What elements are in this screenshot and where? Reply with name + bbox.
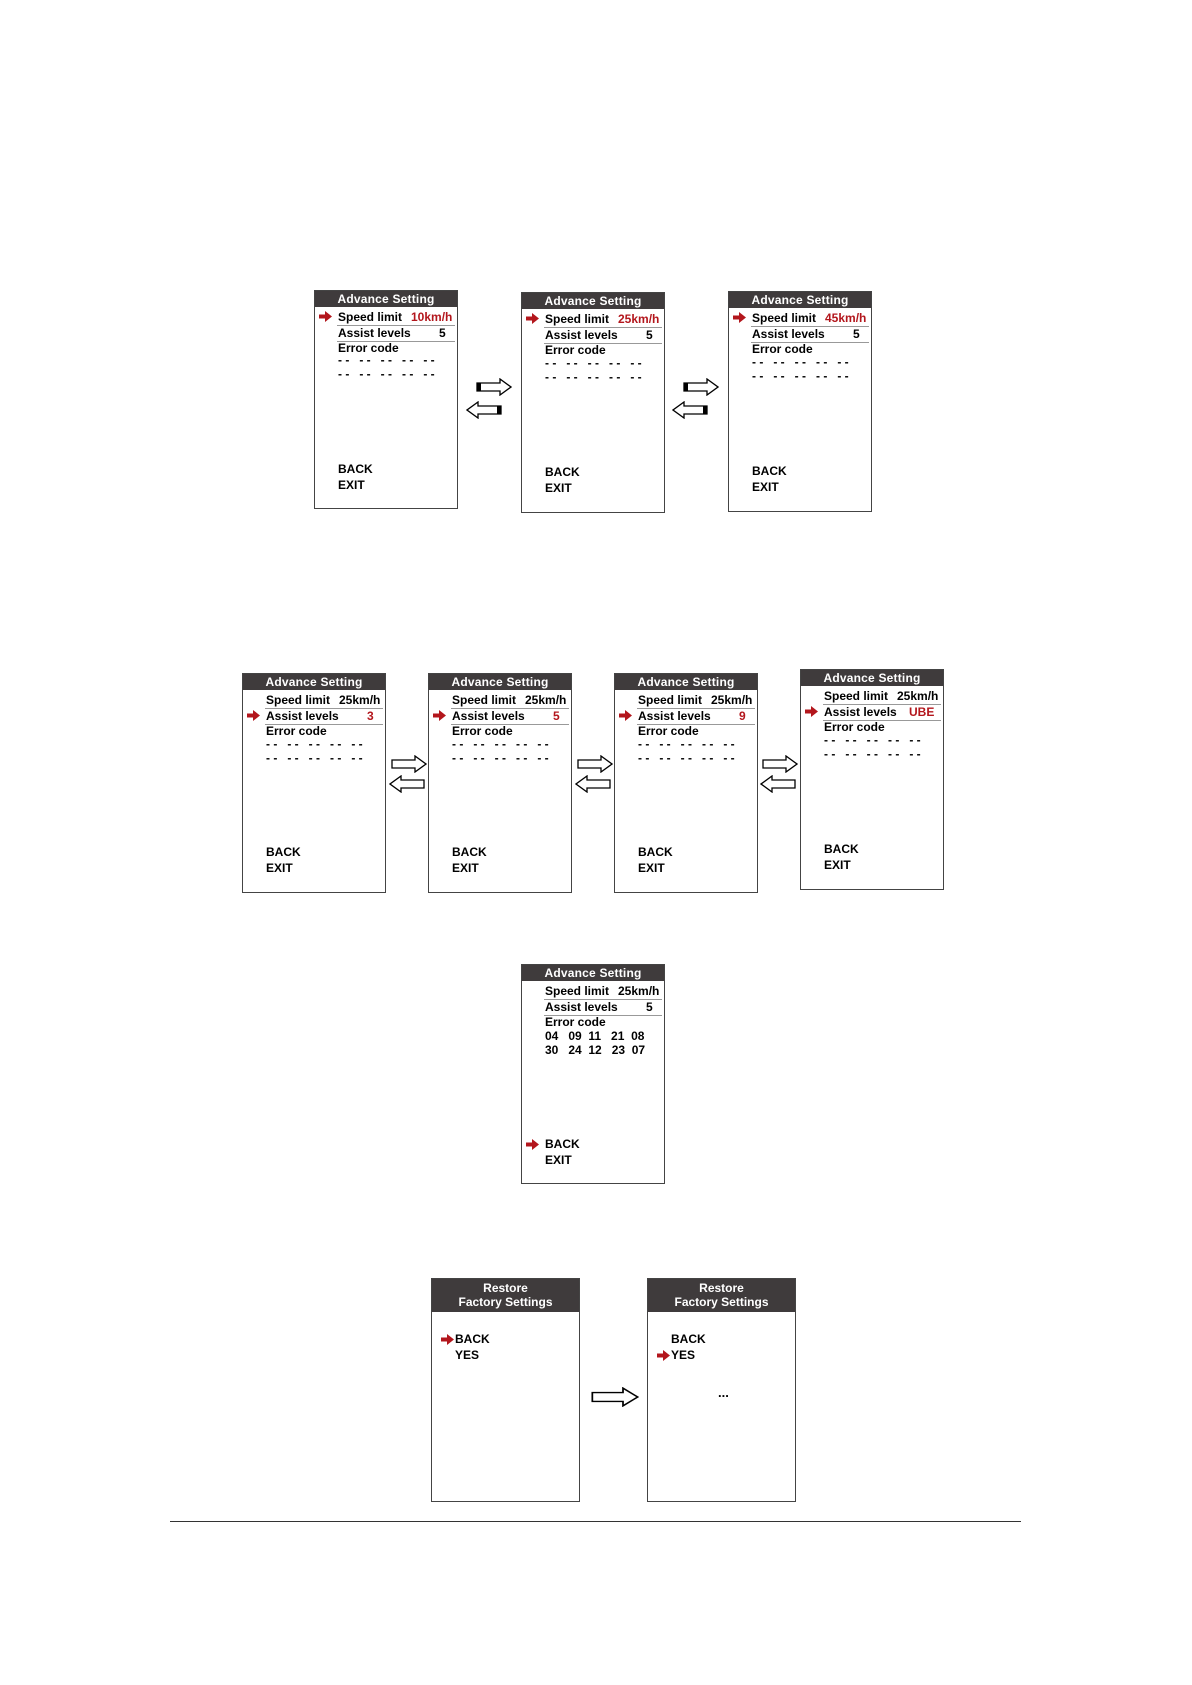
back-item[interactable]: BACK [338,462,373,476]
error-code-label: Error code [752,342,813,356]
right-arrow-icon [391,755,427,773]
assist-levels-label: Assist levels [824,705,897,719]
screen-speed-25 [521,292,665,513]
exit-item[interactable]: EXIT [638,861,665,875]
speed-limit-value: 25km/h [618,984,660,998]
speed-limit-value: 25km/h [711,693,753,707]
back-item[interactable]: BACK [452,845,487,859]
speed-limit-label: Speed limit [452,693,517,707]
speed-limit-label: Speed limit [266,693,331,707]
assist-levels-row[interactable] [823,704,941,721]
left-arrow-icon [389,775,425,793]
error-code-label: Error code [638,724,699,738]
back-item[interactable]: BACK [455,1332,490,1346]
screen-restore-yes [647,1278,796,1502]
progress-dots: ... [718,1385,729,1400]
red-arrow-icon [319,311,332,322]
speed-limit-label: Speed limit [752,311,817,325]
assist-levels-label: Assist levels [545,328,618,342]
speed-limit-label: Speed limit [638,693,703,707]
screen-speed-45 [728,291,872,512]
left-arrow-icon [760,775,796,793]
speed-limit-label: Speed limit [545,984,610,998]
assist-levels-row[interactable] [544,999,662,1016]
assist-levels-row[interactable] [637,708,755,725]
assist-levels-label: Assist levels [338,326,411,340]
screen-title: Advance Setting [522,965,664,981]
yes-item[interactable]: YES [671,1348,696,1362]
restore-title [648,1279,795,1312]
assist-levels-value: UBE [909,705,935,719]
error-codes-row-2: - - - - - - - - - - [638,751,735,765]
error-codes-row-1: - - - - - - - - - - [338,353,435,367]
error-codes-row-2: - - - - - - - - - - [752,369,849,383]
assist-levels-row[interactable] [751,326,869,343]
speed-limit-value: 10km/h [411,310,453,324]
assist-levels-label: Assist levels [452,709,525,723]
exit-item[interactable]: EXIT [545,1153,572,1167]
right-arrow-icon [476,378,512,396]
assist-levels-row[interactable] [265,708,383,725]
screen-title: Advance Setting [522,293,664,309]
assist-levels-value: 3 [367,709,374,723]
error-codes-row-1: - - - - - - - - - - [824,733,921,747]
restore-title [432,1279,579,1312]
speed-limit-value: 25km/h [339,693,381,707]
red-arrow-icon [526,313,539,324]
screen-title: Advance Setting [801,670,943,686]
speed-limit-row[interactable] [823,688,941,705]
error-codes-row-2: - - - - - - - - - - [266,751,363,765]
error-code-label: Error code [266,724,327,738]
screen-assist-9 [614,673,758,893]
restore-title-line-1: Restore [483,1281,528,1295]
back-item[interactable]: BACK [752,464,787,478]
screen-assist-ube [800,669,944,890]
screen-restore-back [431,1278,580,1502]
assist-levels-row[interactable] [451,708,569,725]
error-codes-row-2: - - - - - - - - - - [824,747,921,761]
error-codes-row-2: - - - - - - - - - - [452,751,549,765]
speed-limit-label: Speed limit [338,310,403,324]
speed-limit-label: Speed limit [545,312,610,326]
error-code-label: Error code [824,720,885,734]
screen-title: Advance Setting [429,674,571,690]
error-code-label: Error code [452,724,513,738]
restore-title-line-2: Factory Settings [458,1295,553,1309]
red-arrow-icon [657,1350,670,1361]
exit-item[interactable]: EXIT [824,858,851,872]
left-arrow-icon [575,775,611,793]
right-arrow-icon [683,378,719,396]
assist-levels-value: 5 [646,328,653,342]
speed-limit-row[interactable] [544,983,662,1000]
red-arrow-icon [247,710,260,721]
red-arrow-icon [619,710,632,721]
speed-limit-value: 45km/h [825,311,867,325]
error-code-label: Error code [545,343,606,357]
screen-title: Advance Setting [315,291,457,307]
right-arrow-icon [591,1387,639,1407]
left-arrow-icon [672,401,708,419]
back-item[interactable]: BACK [266,845,301,859]
exit-item[interactable]: EXIT [752,480,779,494]
yes-item[interactable]: YES [455,1348,480,1362]
speed-limit-row[interactable] [337,309,455,326]
speed-limit-row[interactable] [751,310,869,327]
error-codes-row-1: - - - - - - - - - - [266,737,363,751]
red-arrow-icon [733,312,746,323]
exit-item[interactable]: EXIT [338,478,365,492]
error-codes-row-2: - - - - - - - - - - [338,367,435,381]
error-code-label: Error code [545,1015,606,1029]
back-item[interactable]: BACK [824,842,859,856]
error-codes-row-2: 30 24 12 23 07 [545,1043,646,1057]
screen-title: Advance Setting [615,674,757,690]
assist-levels-label: Assist levels [266,709,339,723]
assist-levels-value: 5 [646,1000,653,1014]
error-codes-row-1: - - - - - - - - - - [752,355,849,369]
error-code-label: Error code [338,341,399,355]
assist-levels-row[interactable] [544,327,662,344]
exit-item[interactable]: EXIT [266,861,293,875]
screen-speed-10 [314,290,458,509]
screen-assist-3 [242,673,386,893]
speed-limit-row[interactable] [544,311,662,328]
speed-limit-row[interactable] [265,692,383,709]
error-codes-row-1: - - - - - - - - - - [545,356,642,370]
red-arrow-icon [526,1139,539,1150]
assist-levels-label: Assist levels [545,1000,618,1014]
speed-limit-value: 25km/h [618,312,660,326]
error-codes-row-1: - - - - - - - - - - [638,737,735,751]
assist-levels-value: 5 [439,326,446,340]
restore-title-line-1: Restore [699,1281,744,1295]
left-arrow-icon [466,401,502,419]
assist-levels-label: Assist levels [638,709,711,723]
speed-limit-value: 25km/h [525,693,567,707]
back-item[interactable]: BACK [545,1137,580,1151]
back-item[interactable]: BACK [545,465,580,479]
footer-rule [170,1521,1021,1522]
speed-limit-value: 25km/h [897,689,939,703]
red-arrow-icon [441,1334,454,1345]
right-arrow-icon [762,755,798,773]
exit-item[interactable]: EXIT [452,861,479,875]
speed-limit-label: Speed limit [824,689,889,703]
back-item[interactable]: BACK [671,1332,706,1346]
assist-levels-value: 5 [853,327,860,341]
speed-limit-row[interactable] [451,692,569,709]
assist-levels-row[interactable] [337,325,455,342]
screen-assist-5 [428,673,572,893]
screen-error-codes [521,964,665,1184]
red-arrow-icon [805,706,818,717]
exit-item[interactable]: EXIT [545,481,572,495]
assist-levels-label: Assist levels [752,327,825,341]
red-arrow-icon [433,710,446,721]
restore-title-line-2: Factory Settings [674,1295,769,1309]
assist-levels-value: 5 [553,709,560,723]
assist-levels-value: 9 [739,709,746,723]
screen-title: Advance Setting [243,674,385,690]
right-arrow-icon [577,755,613,773]
screen-title: Advance Setting [729,292,871,308]
error-codes-row-1: 04 09 11 21 08 [545,1029,645,1043]
back-item[interactable]: BACK [638,845,673,859]
error-codes-row-1: - - - - - - - - - - [452,737,549,751]
speed-limit-row[interactable] [637,692,755,709]
error-codes-row-2: - - - - - - - - - - [545,370,642,384]
